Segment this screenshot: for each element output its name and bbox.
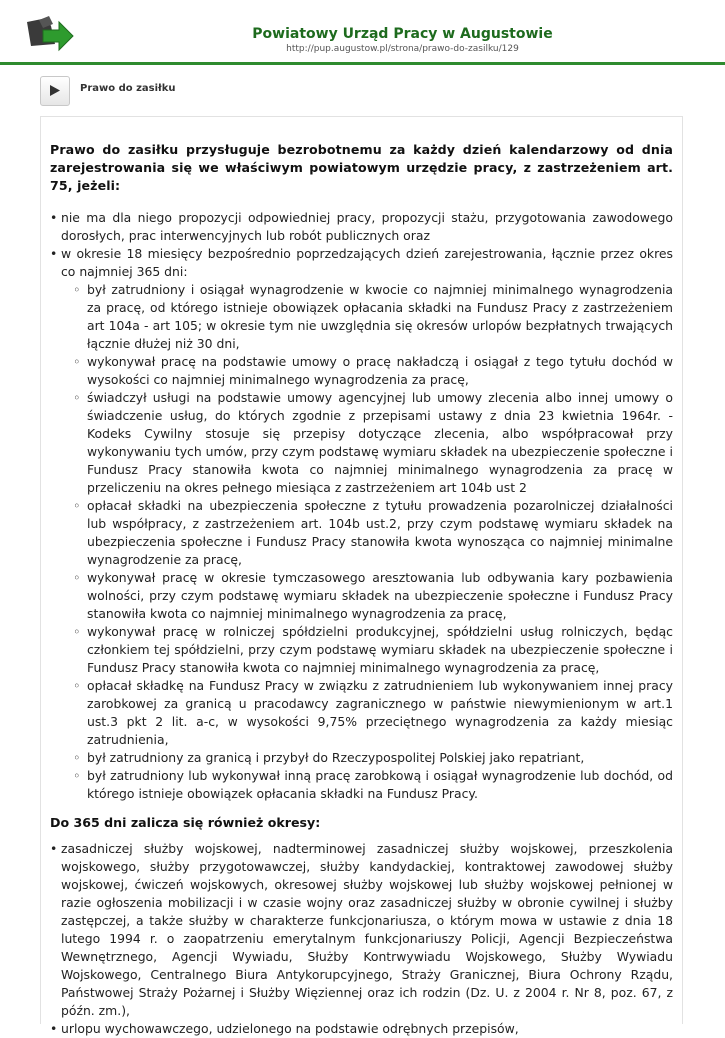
list-item: ◦ wykonywał pracę na podstawie umowy o pracę nakładczą i osiągał z tego tytułu dochód w wysokości co najmniej minimalnego wynagrodzenia za pracę, xyxy=(61,353,673,389)
list-item xyxy=(50,245,673,803)
section-heading: Do 365 dni zalicza się również okresy: xyxy=(50,815,321,830)
article-intro: Prawo do zasiłku przysługuje bezrobotnemu za każdy dzień kalendarzowy od dnia zarejestrowania się we właściwym powiatowym urzędzie pracy, z zastrzeżeniem art. 75, jeżeli: xyxy=(50,142,673,193)
list-item: ◦ był zatrudniony za granicą i przybył do Rzeczypospolitej Polskiej jako repatriant, xyxy=(61,749,673,767)
periods-list xyxy=(50,840,673,1038)
list-item: • urlopu wychowawczego, udzielonego na podstawie odrębnych przepisów, xyxy=(50,1020,673,1038)
logo-arrow-icon xyxy=(25,14,75,54)
list-item: ◦ był zatrudniony lub wykonywał inną pracę zarobkową i osiągał wynagrodzenie lub dochód, od którego istnieje obowiązek opłacania składki na Fundusz Pracy. xyxy=(61,767,673,803)
article-content xyxy=(40,116,683,1036)
list-item: ◦ opłacał składki na ubezpieczenia społeczne z tytułu prowadzenia pozarolniczej działalności lub współpracy, z zastrzeżeniem art. 104b ust.2, przy czym podstawę wymiaru składek na ubezpieczenia społeczne i Fundusz Pracy stanowiła kwota wynosząca co najmniej minimalne wynagrodzenie za pracę, xyxy=(61,497,673,569)
list-item: ◦ świadczył usługi na podstawie umowy agencyjnej lub umowy zlecenia albo innej umowy o świadczenie usług, do których zgodnie z przepisami ustawy z dnia 23 kwietnia 1964r. - Kodeks Cywilny stosuje się przepisy dotyczące zlecenia, albo współpracował przy wykonywaniu tych umów, przy czym podstawę wymiaru składek na ubezpieczenie społeczne i Fundusz Pracy stanowiła kwota co najmniej minimalnego wynagrodzenia za pracę w przeliczeniu na okres pełnego miesiąca z zastrzeżeniem art 104b ust 2 xyxy=(61,389,673,497)
list-item: ◦ wykonywał pracę w okresie tymczasowego aresztowania lub odbywania kary pozbawienia wolności, przy czym podstawę wymiaru składek na ubezpieczenie społeczne i Fundusz Pracy stanowiła kwota co najmniej minimalnego wynagrodzenia za pracę, xyxy=(61,569,673,623)
list-item: • zasadniczej służby wojskowej, nadterminowej zasadniczej służby wojskowej, przeszkolenia wojskowego, służby przygotowawczej, służby kandydackiej, kontraktowej zawodowej służby wojskowej, ćwiczeń wojskowych, okresowej służby wojskowej lub służby wojskowej pełnionej w razie ogłoszenia mobilizacji i w czasie wojny oraz zasadniczej służby w obronie cywilnej i służby zastępczej, a także służby w charakterze funkcjonariusza, o którym mowa w ustawie z dnia 18 lutego 1994 r. o zaopatrzeniu emerytalnym funkcjonariuszy Policji, Agencji Bezpieczeństwa Wewnętrznego, Agencji Wywiadu, Służby Kontrwywiadu Wojskowego, Służby Wywiadu Wojskowego, Centralnego Biura Antykorupcyjnego, Straży Granicznej, Biura Ochrony Rządu, Państwowej Straży Pożarnej i Służby Więziennej oraz ich rodzin (Dz. U. z 2004 r. Nr 8, poz. 67, z późn. zm.), xyxy=(50,840,673,1020)
list-item: ◦ wykonywał pracę w rolniczej spółdzielni produkcyjnej, spółdzielni usług rolniczych, będąc członkiem tej spółdzielni, przy czym podstawę wymiaru składek na ubezpieczenie społeczne i Fundusz Pracy stanowiła kwota co najmniej minimalnego wynagrodzenia za pracę, xyxy=(61,623,673,677)
list-item: • nie ma dla niego propozycji odpowiedniej pracy, propozycji stażu, przygotowania zawodowego dorosłych, prac interwencyjnych lub robót publicznych oraz xyxy=(50,209,673,245)
conditions-list xyxy=(50,209,673,803)
play-arrow-icon xyxy=(49,84,61,97)
breadcrumb-label[interactable]: Prawo do zasiłku xyxy=(80,83,176,94)
page-header xyxy=(0,0,725,65)
sub-conditions-list xyxy=(61,281,673,803)
site-title: Powiatowy Urząd Pracy w Augustowie xyxy=(252,26,553,42)
list-item-text: w okresie 18 miesięcy bezpośrednio poprzedzających dzień zarejestrowania, łącznie przez okres co najmniej 365 dni: xyxy=(61,246,673,279)
breadcrumb-arrow-button[interactable] xyxy=(40,76,70,106)
list-item: ◦ był zatrudniony i osiągał wynagrodzenie w kwocie co najmniej minimalnego wynagrodzenia za pracę, od którego istnieje obowiązek opłacania składki na Fundusz Pracy z zastrzeżeniem art 104a - art 105; w okresie tym nie uwzględnia się okresów urlopów bezpłatnych trwających łącznie dłużej niż 30 dni, xyxy=(61,281,673,353)
list-item: ◦ opłacał składkę na Fundusz Pracy w związku z zatrudnieniem lub wykonywaniem innej pracy zarobkowej za granicą u pracodawcy zagranicznego w państwie niewymienionym w art.1 ust.3 pkt 2 lit. a-c, w wysokości 9,75% przeciętnego wynagrodzenia za każdy miesiąc zatrudnienia, xyxy=(61,677,673,749)
site-url[interactable]: http://pup.augustow.pl/strona/prawo-do-zasilku/129 xyxy=(286,44,519,54)
